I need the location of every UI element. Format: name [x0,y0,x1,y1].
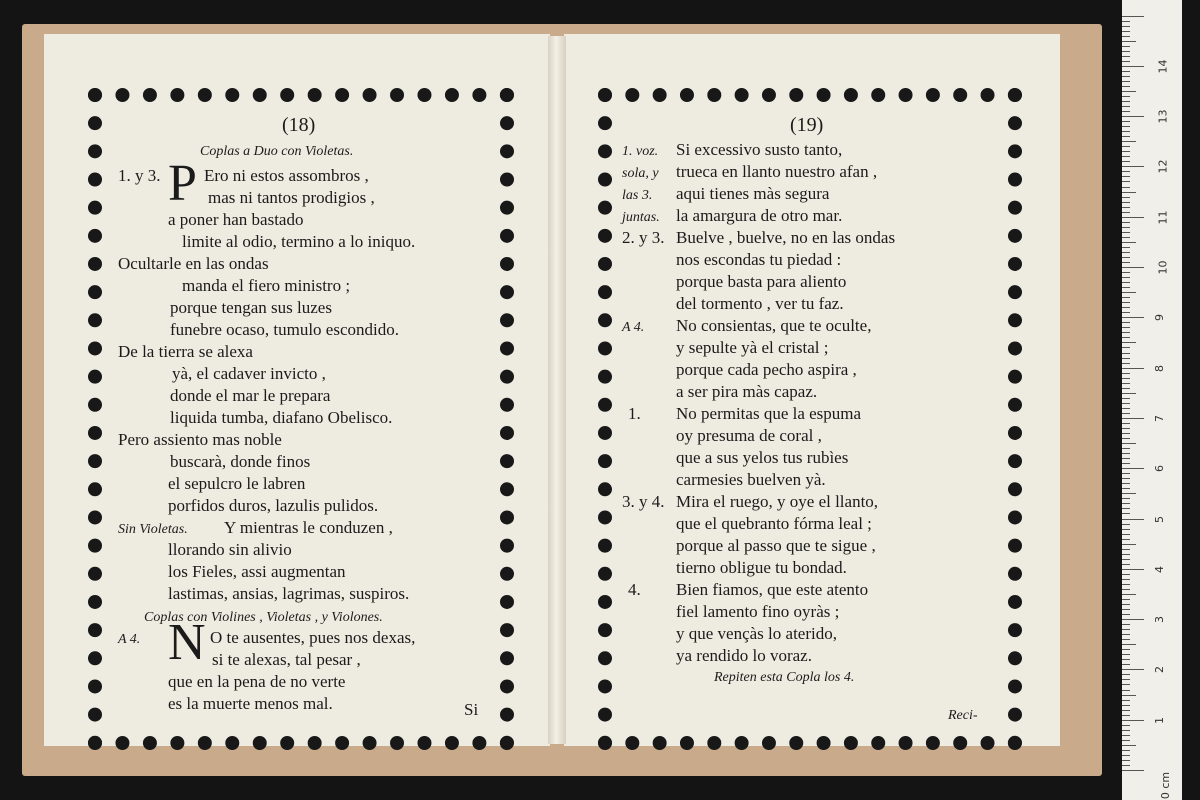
ruler-tick [1122,493,1136,494]
ruler-tick [1122,41,1136,42]
ruler-tick [1122,690,1130,691]
ruler-tick [1122,524,1130,525]
ruler-tick [1122,317,1144,318]
voice-marker: 1. [628,404,641,423]
verse-line: porque cada pecho aspira , [676,360,857,379]
ruler-tick [1122,448,1130,449]
ruler-number: 10 [1156,260,1170,275]
ruler-tick [1122,262,1130,263]
verse-line: yà, el cadaver invicto , [172,364,326,383]
ruler-tick [1122,171,1130,172]
verse-line: que el quebranto fórma leal ; [676,514,872,533]
ruler-tick [1122,36,1130,37]
verse-line: Y mientras le conduzen , [224,518,393,537]
ruler-tick [1122,513,1130,514]
voice-marker: 3. y 4. [622,492,665,511]
ruler-tick [1122,342,1136,343]
ruler-tick [1122,388,1130,389]
ruler-tick [1122,156,1130,157]
ruler-tick [1122,16,1144,17]
ruler-tick [1122,574,1130,575]
ruler-tick [1122,302,1130,303]
ruler-tick [1122,307,1130,308]
ruler-tick [1122,534,1130,535]
ruler-tick [1122,639,1130,640]
ruler-tick [1122,322,1130,323]
verse-line: la amargura de otro mar. [676,206,843,225]
ruler-tick [1122,277,1130,278]
verse-line: De la tierra se alexa [118,342,253,361]
verse-line: manda el fiero ministro ; [182,276,351,295]
ruler-number: 2 [1153,666,1166,674]
ruler-tick [1122,161,1130,162]
verse-line: que a sus yelos tus rubìes [676,448,849,467]
verse-marker: 1. y 3. [118,166,161,185]
ruler-number: 5 [1153,515,1166,523]
ruler-tick [1122,327,1130,328]
ruler-tick [1122,106,1130,107]
ruler-tick [1122,649,1130,650]
voice-marker: 4. [628,580,641,599]
ruler-tick [1122,151,1130,152]
ruler-tick [1122,192,1136,193]
left-page-number: (18) [282,114,316,136]
verse-line: los Fieles, assi augmentan [168,562,346,581]
ruler-tick [1122,282,1130,283]
ruler-tick [1122,619,1144,620]
verse-line: llorando sin alivio [168,540,292,559]
verse-line: Si excessivo susto tanto, [676,140,843,159]
measurement-ruler [1122,0,1182,800]
verse-line: limite al odio, termino a lo iniquo. [182,232,416,251]
verse-line: Mira el ruego, y oye el llanto, [676,492,879,511]
ruler-tick [1122,86,1130,87]
ruler-tick [1122,508,1130,509]
ruler-tick [1122,418,1144,419]
ruler-tick [1122,544,1136,545]
closing-rubric: Repiten esta Copla los 4. [714,670,855,685]
verse-line: si te alexas, tal pesar , [212,650,361,669]
verse-line: No consientas, que te oculte, [676,316,872,335]
ruler-tick [1122,463,1130,464]
drop-cap-p: P [168,155,197,212]
verse-line: porque tengan sus luzes [170,298,332,317]
ruler-tick [1122,559,1130,560]
verse-line: y que vençàs lo aterido, [676,624,837,643]
ruler-tick [1122,599,1130,600]
ruler-tick [1122,715,1130,716]
verse-line: es la muerte menos mal. [168,694,333,713]
verse-line: tierno obligue tu bondad. [676,558,847,577]
ruler-tick [1122,181,1130,182]
ruler-number: 6 [1153,465,1166,473]
ruler-tick [1122,755,1130,756]
voice-marker: las 3. [622,188,653,203]
ruler-tick [1122,101,1130,102]
ruler-tick [1122,141,1136,142]
ruler-tick [1122,398,1130,399]
verse-line: porque al passo que te sigue , [676,536,876,555]
ruler-tick [1122,46,1130,47]
ruler-tick [1122,488,1130,489]
ruler-tick [1122,569,1144,570]
ruler-tick [1122,408,1130,409]
ruler-tick [1122,549,1130,550]
left-heading: Coplas a Duo con Violetas. [200,144,354,159]
ruler-number: 4 [1153,565,1166,573]
ruler-number: 8 [1153,364,1166,372]
ruler-tick [1122,503,1130,504]
verse-line: No permitas que la espuma [676,404,862,423]
ruler-tick [1122,413,1130,414]
ruler-tick [1122,136,1130,137]
ruler-tick [1122,725,1130,726]
drop-cap-n: N [168,614,206,671]
ruler-tick [1122,644,1136,645]
right-page-number: (19) [790,114,824,136]
ruler-tick [1122,393,1136,394]
verse-line: nos escondas tu piedad : [676,250,842,269]
ruler-tick [1122,594,1136,595]
ruler-tick [1122,669,1144,670]
ruler-tick [1122,217,1144,218]
ruler-tick [1122,126,1130,127]
ruler-tick [1122,453,1130,454]
ruler-number: 14 [1156,59,1170,74]
verse-line: Pero assiento mas noble [118,430,282,449]
ruler-tick [1122,96,1130,97]
ruler-unit: 0 cm [1159,771,1173,800]
ruler-tick [1122,760,1130,761]
ruler-tick [1122,634,1130,635]
ruler-tick [1122,710,1130,711]
ruler-tick [1122,31,1130,32]
ruler-tick [1122,468,1144,469]
ruler-tick [1122,720,1144,721]
ruler-tick [1122,21,1130,22]
ruler-tick [1122,347,1130,348]
voice-marker: sola, y [622,166,659,181]
ruler-tick [1122,81,1130,82]
ruler-tick [1122,659,1130,660]
verse-line: funebre ocaso, tumulo escondido. [170,320,399,339]
ruler-tick [1122,187,1130,188]
verse-line: carmesies buelven yà. [676,470,826,489]
ruler-tick [1122,423,1130,424]
ruler-tick [1122,428,1130,429]
ruler-tick [1122,297,1130,298]
ruler-tick [1122,458,1130,459]
ruler-tick [1122,166,1144,167]
ruler-tick [1122,629,1130,630]
verse-line: a ser pira màs capaz. [676,382,818,401]
ruler-tick [1122,770,1144,771]
ruler-tick [1122,498,1130,499]
ruler-tick [1122,332,1130,333]
ruler-tick [1122,61,1130,62]
verse-line: lastimas, ansias, lagrimas, suspiros. [168,584,410,603]
ruler-tick [1122,705,1130,706]
verse-line: donde el mar le prepara [170,386,331,405]
verse-line: del tormento , ver tu faz. [676,294,844,313]
ruler-tick [1122,212,1130,213]
verse-line: a poner han bastado [168,210,304,229]
catchword: Reci- [948,708,978,723]
ruler-tick [1122,403,1130,404]
voice-marker: juntas. [622,210,660,225]
ruler-tick [1122,146,1130,147]
ruler-tick [1122,353,1130,354]
ruler-tick [1122,473,1130,474]
ruler-tick [1122,589,1130,590]
ruler-tick [1122,383,1130,384]
ruler-tick [1122,584,1130,585]
ruler-tick [1122,232,1130,233]
verse-line: Ocultarle en las ondas [118,254,269,273]
ruler-tick [1122,624,1130,625]
verse-line: ya rendido lo voraz. [676,646,812,665]
ruler-tick [1122,529,1130,530]
ruler-tick [1122,700,1130,701]
ruler-tick [1122,750,1130,751]
ruler-tick [1122,242,1136,243]
ruler-tick [1122,267,1144,268]
verse-line: fiel lamento fino oyràs ; [676,602,840,621]
ruler-tick [1122,207,1130,208]
ruler-tick [1122,554,1130,555]
voice-marker: A 4. [622,320,645,335]
verse-line: trueca en llanto nuestro afan , [676,162,878,181]
ruler-tick [1122,443,1136,444]
voice-marker: 1. voz. [622,144,659,159]
ruler-tick [1122,363,1130,364]
verse-line: que en la pena de no verte [168,672,346,691]
ruler-tick [1122,664,1130,665]
ruler-tick [1122,368,1144,369]
ruler-tick [1122,131,1130,132]
verse-line: porque basta para aliento [676,272,847,291]
ruler-tick [1122,292,1136,293]
verse-line: Buelve , buelve, no en las ondas [676,228,896,247]
verse-line: Ero ni estos assombros , [204,166,369,185]
ruler-tick [1122,121,1130,122]
ruler-number: 13 [1156,109,1170,124]
ruler-number: 9 [1153,314,1166,322]
ruler-tick [1122,609,1130,610]
catchword: Si [464,700,479,719]
ruler-tick [1122,740,1130,741]
ruler-number: 1 [1153,716,1166,724]
ruler-tick [1122,679,1130,680]
verse-line: y sepulte yà el cristal ; [676,338,829,357]
ruler-tick [1122,237,1130,238]
ruler-tick [1122,227,1130,228]
ruler-tick [1122,176,1130,177]
ruler-tick [1122,478,1130,479]
ruler-tick [1122,614,1130,615]
ruler-tick [1122,695,1136,696]
ruler-tick [1122,202,1130,203]
ruler-tick [1122,252,1130,253]
ruler-tick [1122,745,1136,746]
ruler-tick [1122,76,1130,77]
ruler-tick [1122,312,1130,313]
ruler-tick [1122,433,1130,434]
verse-line: aqui tienes màs segura [676,184,830,203]
verse-line: mas ni tantos prodigios , [208,188,375,207]
verse-line: buscarà, donde finos [170,452,311,471]
ruler-tick [1122,378,1130,379]
section-heading: Coplas con Violines , Violetas , y Violones. [144,610,383,625]
verse-line: O te ausentes, pues nos dexas, [210,628,416,647]
ruler-tick [1122,26,1130,27]
verse-line: Bien fiamos, que este atento [676,580,869,599]
verse-line: oy presuma de coral , [676,426,822,445]
ruler-tick [1122,91,1136,92]
verse-marker: Sin Violetas. [118,522,188,537]
ruler-tick [1122,51,1130,52]
ruler-tick [1122,483,1130,484]
ruler-tick [1122,247,1130,248]
verse-line: porfidos duros, lazulis pulidos. [168,496,379,515]
ruler-tick [1122,257,1130,258]
ruler-tick [1122,564,1130,565]
ruler-tick [1122,765,1130,766]
ruler-tick [1122,539,1130,540]
ruler-tick [1122,579,1130,580]
ruler-tick [1122,519,1144,520]
ruler-number: 7 [1153,414,1166,422]
ruler-number: 3 [1153,616,1166,624]
verse-line: liquida tumba, diafano Obelisco. [170,408,393,427]
ruler-number: 11 [1156,210,1170,225]
ruler-tick [1122,674,1130,675]
book-gutter [548,36,566,744]
ruler-tick [1122,116,1144,117]
ruler-tick [1122,438,1130,439]
ruler-tick [1122,66,1144,67]
ruler-tick [1122,373,1130,374]
ruler-tick [1122,111,1130,112]
ruler-tick [1122,730,1130,731]
ruler-number: 12 [1156,159,1170,174]
ruler-tick [1122,56,1130,57]
voice-marker: 2. y 3. [622,228,665,247]
ruler-tick [1122,197,1130,198]
verse-marker: A 4. [118,632,141,647]
ruler-tick [1122,604,1130,605]
ruler-tick [1122,358,1130,359]
ruler-tick [1122,222,1130,223]
ruler-tick [1122,287,1130,288]
ruler-tick [1122,337,1130,338]
ruler-tick [1122,735,1130,736]
verse-line: el sepulcro le labren [168,474,306,493]
ruler-tick [1122,654,1130,655]
ruler-tick [1122,272,1130,273]
ruler-tick [1122,71,1130,72]
ruler-tick [1122,684,1130,685]
